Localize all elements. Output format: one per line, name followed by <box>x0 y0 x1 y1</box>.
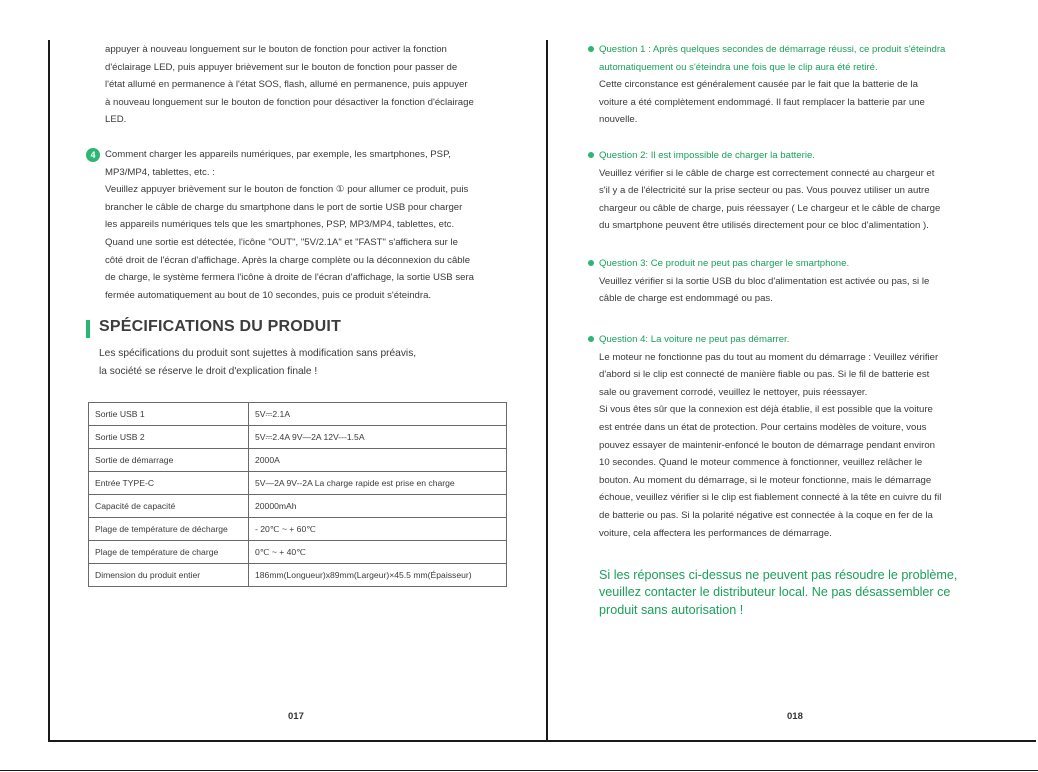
bullet-icon <box>588 152 594 158</box>
question-4-title: Question 4: La voiture ne peut pas démarrer. <box>599 334 790 345</box>
bottom-rule <box>48 740 1036 742</box>
answer-2: Veuillez vérifier si le câble de charge est correctement connecté au chargeur et s'il y a de l'électricité sur la prise secteur ou pas. Vous pouvez utiliser un autre chargeur ou câble de charge, puis réessayer ( Le chargeur et le câble de charge du smartphone peuvent être utilisés directement pour ce bloc d'alimentation ). <box>599 167 941 232</box>
center-divider-rule <box>546 40 548 742</box>
spec-key: Sortie USB 2 <box>89 426 249 449</box>
answer-3: Veuillez vérifier si la sortie USB du bloc d'alimentation est activée ou pas, si le câble de charge est endommagé ou pas. <box>599 275 930 305</box>
question-2-title: Question 2: Il est impossible de charger la batterie. <box>599 150 815 161</box>
spec-value: 2000A <box>249 449 507 472</box>
intro-paragraph: appuyer à nouveau longuement sur le bouton de fonction pour activer la fonction d'éclairage LED, puis appuyer brièvement sur le bouton de fonction pour passer de l'état allumé en permanence à l'état SOS, flash, allumé en permanence, puis appuyer à nouveau longuement sur le bouton de fonction pour désactiver la fonction d'éclairage LED. <box>105 44 474 126</box>
spec-value: 186mm(Longueur)x89mm(Largeur)×45.5 mm(Épaisseur) <box>249 564 507 587</box>
page-edge-rule <box>0 770 1038 771</box>
section-accent-bar <box>86 320 90 338</box>
final-notice: Si les réponses ci-dessus ne peuvent pas résoudre le problème, veuillez contacter le distributeur local. Ne pas désassembler ce produit sans autorisation ! <box>599 568 958 617</box>
spec-key: Plage de température de charge <box>89 541 249 564</box>
answer-1: Cette circonstance est généralement causée par le fait que la batterie de la voiture a été complètement endommagé. Il faut remplacer la batterie par une nouvelle. <box>599 79 925 126</box>
table-row <box>89 495 507 518</box>
spec-value: 5V⎓2.4A 9V—2A 12V---1.5A <box>249 426 507 449</box>
spec-key: Plage de température de décharge <box>89 518 249 541</box>
spec-table <box>88 402 507 587</box>
spec-key: Capacité de capacité <box>89 495 249 518</box>
bullet-icon <box>588 260 594 266</box>
table-row <box>89 541 507 564</box>
table-row <box>89 472 507 495</box>
spec-value: 5V⎓2.1A <box>249 403 507 426</box>
question-3-title: Question 3: Ce produit ne peut pas charger le smartphone. <box>599 258 850 269</box>
page-number-left: 017 <box>288 711 304 722</box>
step-4-paragraph: Comment charger les appareils numériques, par exemple, les smartphones, PSP, MP3/MP4, tablettes, etc. : Veuillez appuyer brièvement sur le bouton de fonction ① pour allumer ce produit, puis brancher le câble de charge du smartphone dans le port de sortie USB pour charger les appareils numériques tels que les smartphones, PSP, MP3/MP4, tablettes, etc. Quand une sortie est détectée, l'icône "OUT", "5V/2.1A" et "FAST" s'affichera sur le côté droit de l'écran d'affichage. Après la charge complète ou la déconnexion du câble de charge, le système fermera l'icône à droite de l'écran d'affichage, la sortie USB sera fermée automatiquement au bout de 10 secondes, puis ce produit s'éteindra. <box>105 149 475 301</box>
spec-key: Sortie USB 1 <box>89 403 249 426</box>
spec-value: 5V—2A 9V--2A La charge rapide est prise en charge <box>249 472 507 495</box>
table-row <box>89 426 507 449</box>
spec-value: 0℃ ~ + 40℃ <box>249 541 507 564</box>
table-row <box>89 518 507 541</box>
spec-key: Sortie de démarrage <box>89 449 249 472</box>
bullet-icon <box>588 336 594 342</box>
page-number-right: 018 <box>787 711 803 722</box>
spec-note: Les spécifications du produit sont sujettes à modification sans préavis, la société se réserve le droit d'explication finale ! <box>99 348 417 377</box>
table-row <box>89 564 507 587</box>
spec-value: 20000mAh <box>249 495 507 518</box>
spec-value: - 20℃ ~ + 60℃ <box>249 518 507 541</box>
bullet-icon <box>588 46 594 52</box>
section-title: SPÉCIFICATIONS DU PRODUIT <box>99 318 342 335</box>
table-row <box>89 449 507 472</box>
left-margin-rule <box>48 40 50 740</box>
step-4-badge: 4 <box>86 148 100 162</box>
table-row <box>89 403 507 426</box>
question-1-title: Question 1 : Après quelques secondes de démarrage réussi, ce produit s'éteindra automatiquement ou s'éteindra une fois que le clip aura été retiré. <box>599 44 946 73</box>
spec-key: Entrée TYPE-C <box>89 472 249 495</box>
spec-key: Dimension du produit entier <box>89 564 249 587</box>
answer-4: Le moteur ne fonctionne pas du tout au moment du démarrage : Veuillez vérifier d'abord si le clip est connecté de manière fiable ou pas. Si le fil de batterie est sale ou gravement corrodé, veuillez le nettoyer, puis réessayer. Si vous êtes sûr que la connexion est déjà établie, il est possible que la voiture est entrée dans un état de protection. Pour certains modèles de voiture, vous pouvez essayer de maintenir-enfoncé le bouton de démarrage pendant environ 10 secondes. Quand le moteur commence à fonctionner, veuillez relâcher le bouton. Au moment du démarrage, si le moteur fonctionne, mais le démarrage échoue, veuillez vérifier si le clip est fiablement connecté à la tête en cuivre du fil de batterie ou pas. Si la polarité négative est connectée à la coque en fer de la voiture, cela affectera les performances de démarrage. <box>599 351 942 539</box>
